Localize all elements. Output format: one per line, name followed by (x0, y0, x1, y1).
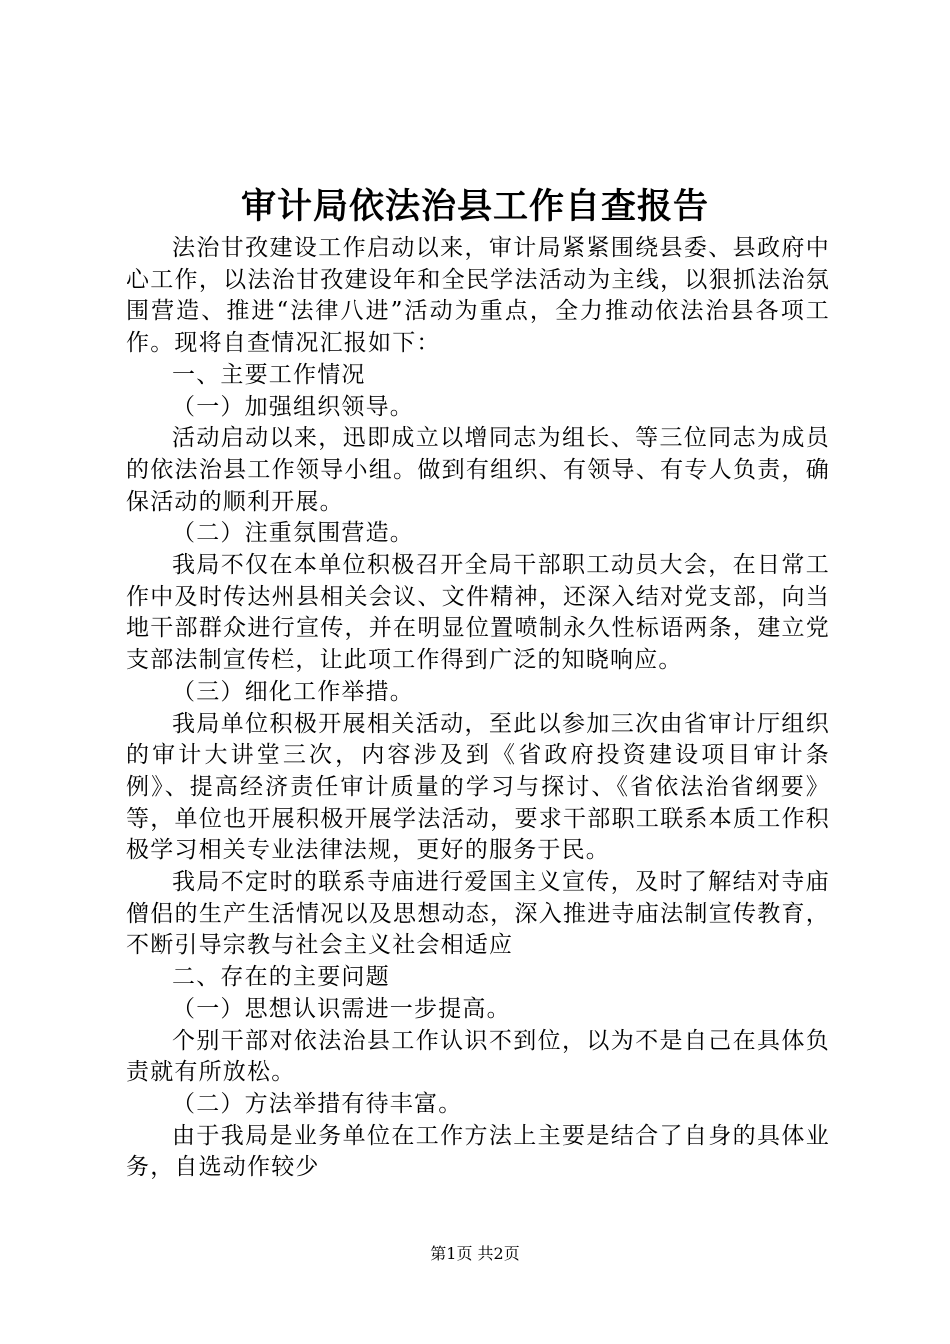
subsection-heading-measures: （三）细化工作举措。 (172, 678, 414, 705)
subsection-heading-methods: （二）方法举措有待丰富。 (172, 1090, 463, 1117)
paragraph-methods: 由于我局是业务单位在工作方法上主要是结合了自身的具体业务，自选动作较少 (126, 1122, 830, 1181)
document-title: 审计局依法治县工作自查报告 (240, 186, 709, 227)
paragraph-temples: 我局不定时的联系寺庙进行爱国主义宣传，及时了解结对寺庙僧侣的生产生活情况以及思想动态，深入推进寺庙法制宣传教育，不断引导宗教与社会主义社会相适应 (126, 869, 830, 959)
paragraph-organization: 活动启动以来，迅即成立以增同志为组长、等三位同志为成员的依法治县工作领导小组。做到有组织、有领导、有专人负责，确保活动的顺利开展。 (126, 425, 830, 515)
paragraph-intro: 法治甘孜建设工作启动以来，审计局紧紧围绕县委、县政府中心工作，以法治甘孜建设年和全民学法活动为主线，以狠抓法治氛围营造、推进“法律八进”活动为重点，全力推动依法治县各项工作。现将自查情况汇报如下： (126, 235, 830, 357)
paragraph-measures: 我局单位积极开展相关活动，至此以参加三次由省审计厅组织的审计大讲堂三次，内容涉及到《省政府投资建设项目审计条例》、提高经济责任审计质量的学习与探讨、《省依法治省纲要》等，单位也开展积极开展学法活动，要求干部职工联系本质工作积极学习相关专业法律法规，更好的服务于民。 (126, 710, 830, 864)
subsection-heading-awareness: （一）思想认识需进一步提高。 (172, 995, 511, 1022)
paragraph-awareness: 个别干部对依法治县工作认识不到位，以为不是自己在具体负责就有所放松。 (126, 1027, 830, 1086)
document-body (126, 233, 830, 1184)
subsection-heading-organization: （一）加强组织领导。 (172, 393, 414, 420)
section-heading-main-work: 一、主要工作情况 (172, 361, 366, 388)
subsection-heading-atmosphere: （二）注重氛围营造。 (172, 520, 414, 547)
page-indicator: 第1页 共2页 (430, 1244, 520, 1263)
paragraph-atmosphere: 我局不仅在本单位积极召开全局干部职工动员大会，在日常工作中及时传达州县相关会议、文件精神，还深入结对党支部，向当地干部群众进行宣传，并在明显位置喷制永久性标语两条，建立党支部法制宣传栏，让此项工作得到广泛的知晓响应。 (126, 552, 830, 674)
section-heading-problems: 二、存在的主要问题 (172, 964, 390, 991)
